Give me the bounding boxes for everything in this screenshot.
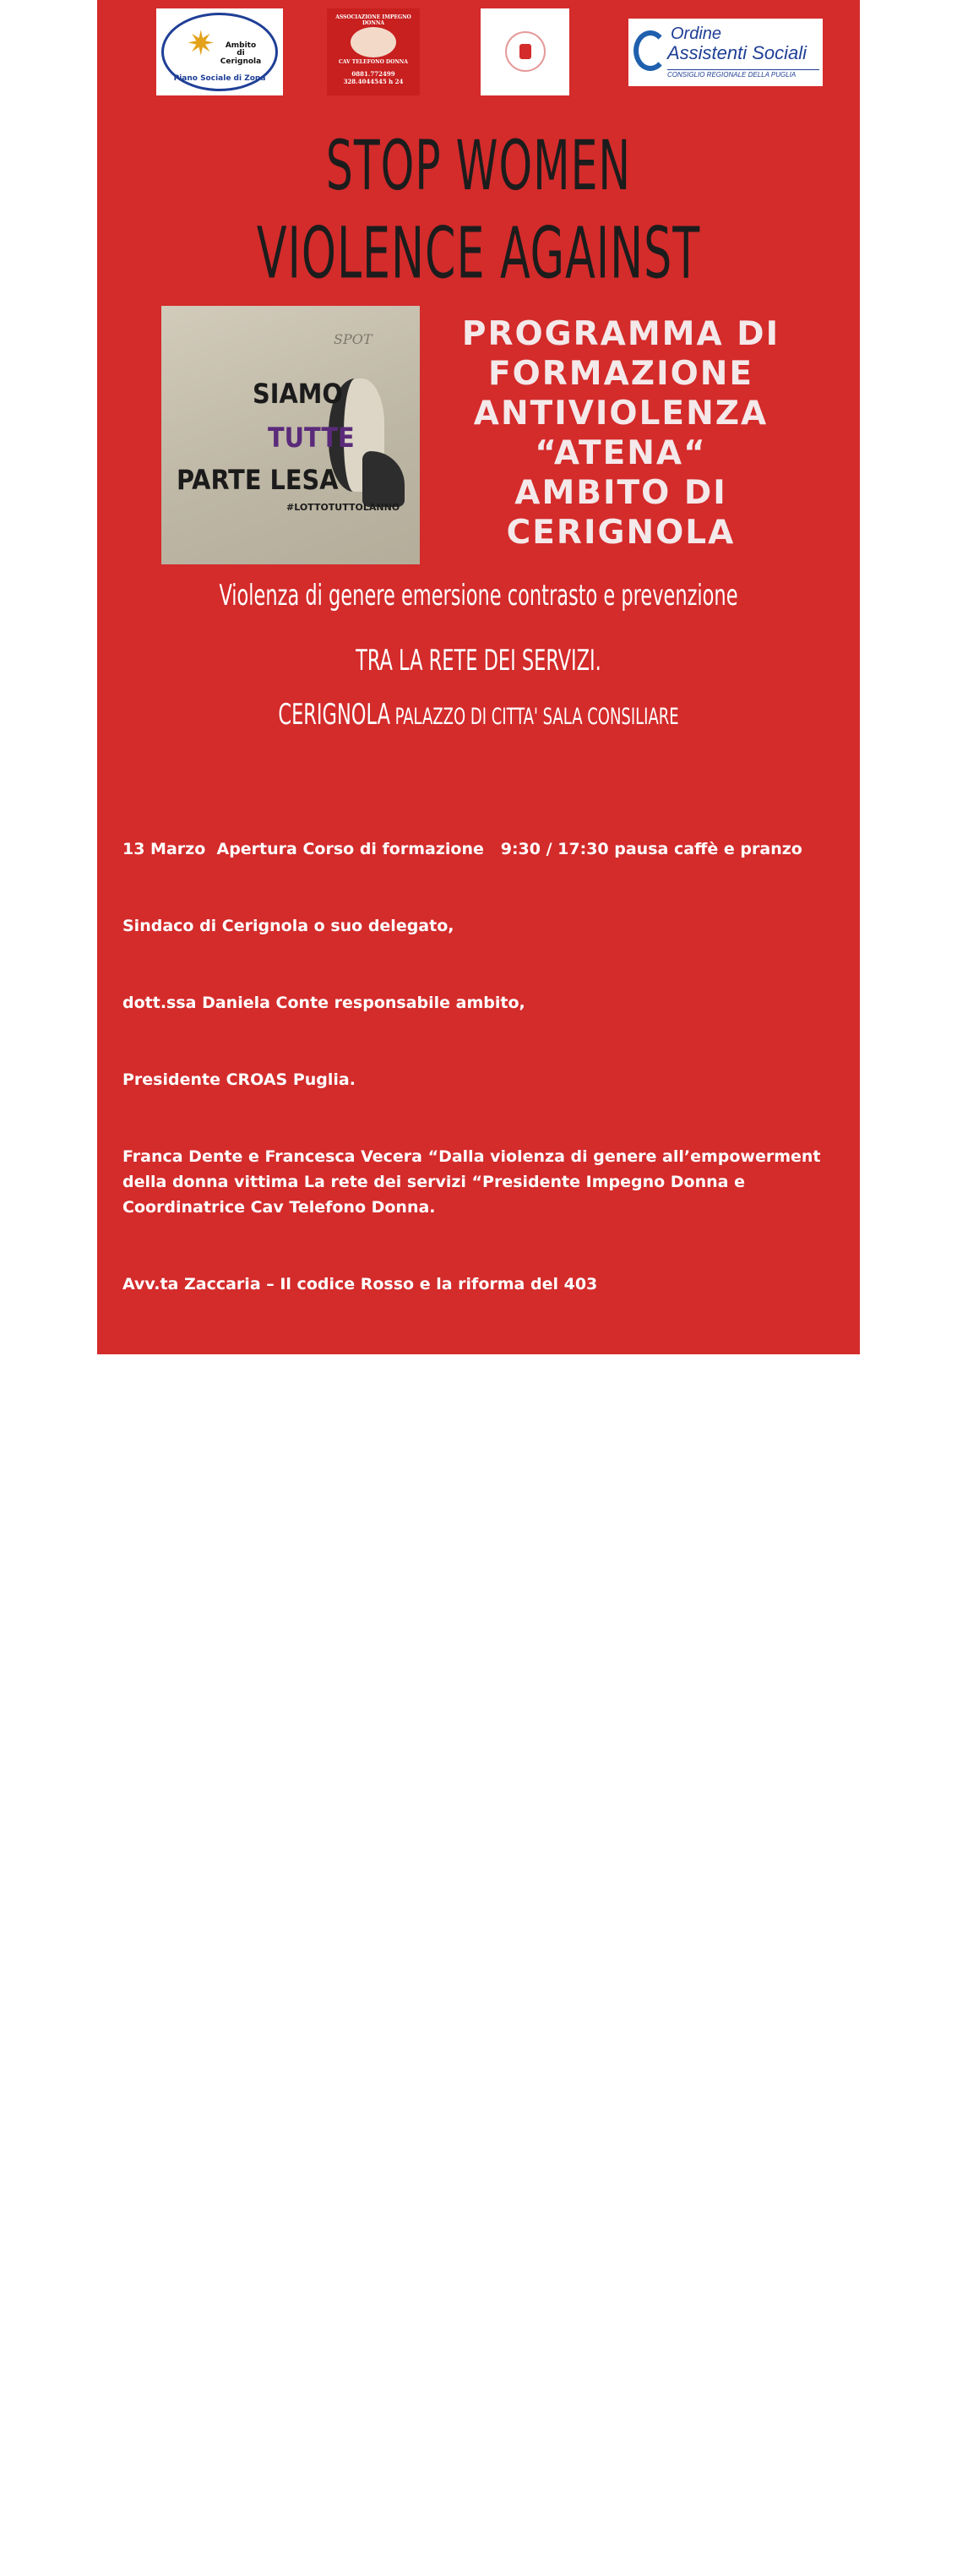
event-line: Femminicidi, Orfani speciali e manuale operativo. (122, 2451, 573, 2470)
network-logo (481, 8, 569, 95)
logo-top-text: ASSOCIAZIONE IMPEGNO DONNA (335, 14, 411, 26)
logo-line3: CONSIGLIO REGIONALE DELLA PUGLIA (667, 69, 819, 79)
event-line: Empowerment e reti relazionali (122, 2144, 407, 2164)
program-title-line: PROGRAMMA DI (461, 315, 780, 353)
program-title (445, 314, 797, 553)
venue-line (97, 698, 860, 731)
logo-line1: Ordine (671, 25, 722, 43)
ordine-assistenti-sociali-logo (628, 19, 823, 86)
photo-line2: TUTTE (268, 422, 355, 454)
figures-icon (351, 27, 396, 57)
phone-number: 328.4044545 h 24 (343, 77, 404, 85)
logo-ambito-text (215, 42, 266, 66)
program-title-line: “ATENA“ (535, 434, 707, 472)
venue-place: PALAZZO DI CITTA' SALA CONSILIARE (389, 702, 679, 730)
venue-city: CERIGNOLA (278, 698, 390, 732)
star-icon: ✷ (187, 25, 215, 63)
logo-line: Cerignola (220, 57, 262, 66)
event-line: gli effetti della violenza sulla salute, il referto, il maltrattamento assistito, la commissione femminicidi (122, 1556, 832, 1601)
campaign-photo (161, 306, 420, 564)
event-line: Avv.ta Zaccaria – Il codice Rosso e la riforma del 403 (122, 1275, 598, 1294)
event-schedule (122, 734, 840, 2576)
event-item (122, 1732, 840, 1936)
main-title-line1: STOP WOMEN (325, 127, 632, 207)
impegno-donna-logo (327, 8, 420, 95)
logo-arc-text: Piano Sociale di Zona (173, 74, 266, 83)
photo-scribble: SPOT (334, 331, 372, 347)
program-title-line: ANTIVIOLENZA (473, 395, 769, 433)
subtitle-line1: Violenza di genere emersione contrasto e prevenzione (219, 579, 738, 613)
event-line: 13 Marzo Apertura Corso di formazione 9:30 / 17:30 pausa caffè e pranzo (122, 840, 802, 859)
event-line: Valutazione delle competenze genitoriali, valutazione del rischio. (122, 1863, 720, 1882)
logo-phones (330, 71, 416, 86)
program-title-line: FORMAZIONE (487, 355, 754, 393)
event-line: Sindaco di Cerignola o suo delegato, (122, 917, 454, 936)
event-item (122, 786, 840, 1349)
logo-line2: Assistenti Sociali (667, 42, 807, 63)
event-line: 12 Maggio Dott.ssa Elisa Ercoli – 9:30 / 17:30 pausa caffè e pranzo (122, 2067, 723, 2087)
event-item (122, 2013, 840, 2218)
phone-number: 0881.772499 (351, 70, 395, 78)
logo-line: Ambito (225, 41, 257, 50)
event-line: 13 Aprile Margherita Carlini - 9:30 / 17:30 pausa caffè e pranzo (122, 1786, 705, 1805)
logo-line: di (237, 49, 245, 58)
event-item (122, 1425, 840, 1656)
emblem-icon (519, 44, 531, 59)
photo-hashtag: #LOTTOTUTTOLANNO (286, 502, 400, 513)
event-line: dott.ssa Daniela Conte responsabile ambito, (122, 993, 525, 1012)
event-item (122, 2295, 840, 2525)
event-line: 3 Aprile Dott.ssa Elvira Reale – 9:30 / 12:30 on line (122, 1479, 582, 1499)
main-title-line2: VIOLENCE AGAINST (256, 211, 701, 295)
subtitle-line2: TRA LA RETE DEI SERVIZI. (356, 644, 601, 678)
poster (97, 0, 860, 2470)
photo-line1: SIAMO (253, 378, 343, 410)
logo-middle-text: CAV TELEFONO DONNA (339, 59, 408, 65)
program-title-line: CERIGNOLA (506, 514, 736, 552)
program-title-line: AMBITO DI (514, 474, 727, 512)
event-line: Presidente CROAS Puglia. (122, 1070, 356, 1089)
swirl-icon (633, 30, 667, 71)
ambito-cerignola-logo (156, 8, 283, 95)
photo-line3: PARTE LESA (177, 464, 339, 496)
event-line: 18 Maggio Dott.ssa Tiziana Vitale e Dott.ssa Marvita Goffredo – 9:30 / 17:30 pausa caffè e pranzo (122, 2349, 822, 2394)
event-line: Franca Dente e Francesca Vecera “Dalla violenza di genere all’empowerment della donna vittima La rete dei servizi “Presidente Impegno Donna e Coordinatrice Cav Telefono Donna. (122, 1146, 827, 1217)
